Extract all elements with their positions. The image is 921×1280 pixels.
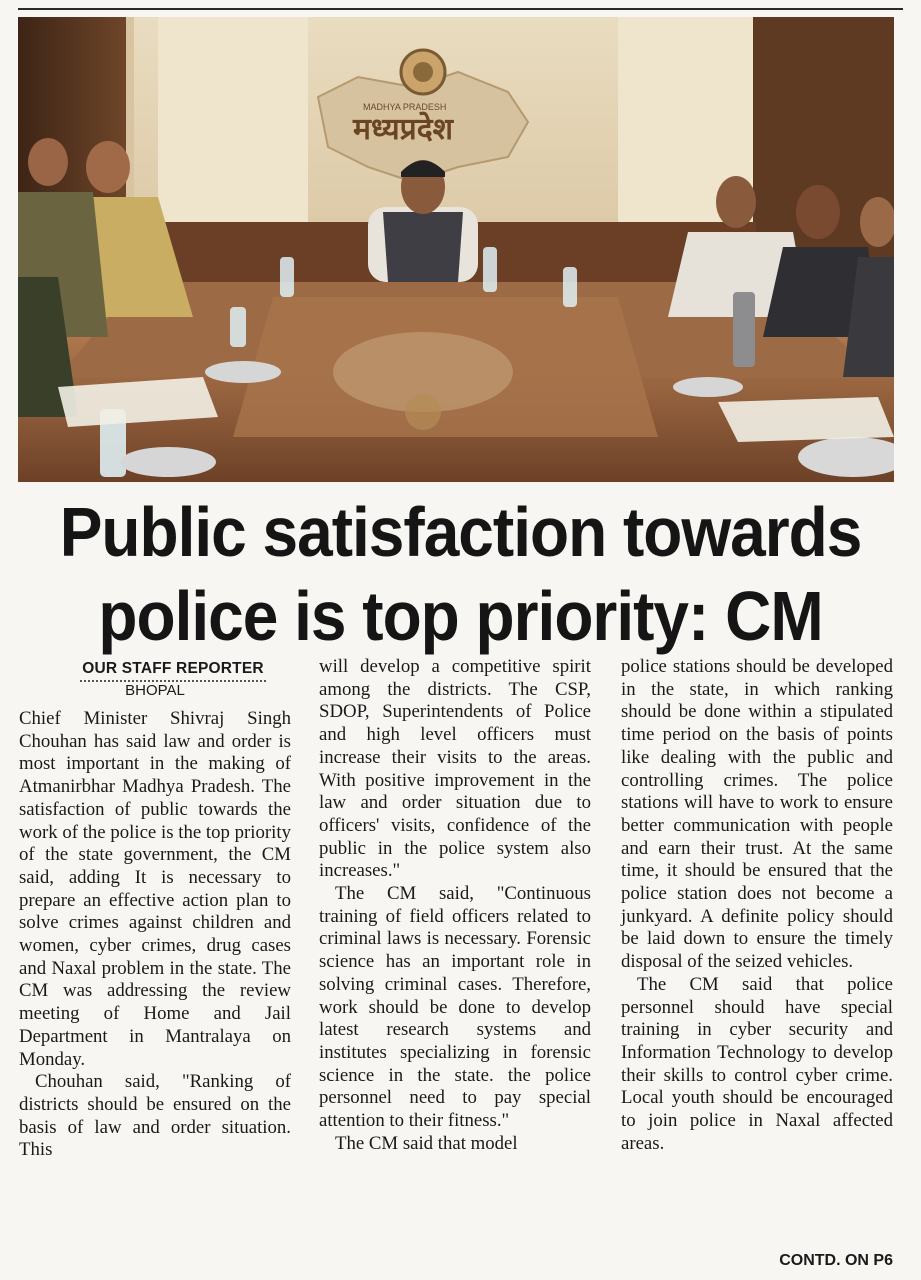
headline [0,490,921,658]
top-rule [18,8,903,10]
paragraph: Chouhan said, "Ranking of districts should be ensured on the basis of law and order situation. This [19,1071,291,1161]
wall-logo-hindi: मध्यप्रदेश [353,112,454,147]
headline-line-2: police is top priority: CM [98,577,823,656]
byline [19,656,291,700]
paragraph: Chief Minister Shivraj Singh Chouhan has said law and order is most important in the making of Atmanirbhar Madhya Pradesh. The satisfaction of public towards the work of the police is the top priority of the state government, the CM said, adding It is necessary to prepare an effective action plan to solve crimes against children and women, cyber crimes, drug cases and Naxal problem in the state. The CM was addressing the review meeting of Home and Jail Department in Mantralaya on Monday. [19,708,291,1070]
byline-place: BHOPAL [125,682,185,699]
paragraph: police stations should be developed in the state, in which ranking should be done within a stipulated time period on the basis of points like dealing with the public and controlling crimes. The police stations will have to work to ensure better communication with people and earn their trust. At the same time, it should be ensured that the police station does not become a junkyard. A definite policy should be laid down to ensure the timely disposal of the seized vehicles. [621,656,893,973]
article-column-1 [19,656,291,1162]
paragraph: The CM said that police personnel should have special training in cyber security and Information Technology to develop their skills to control cyber crime. Local youth should be encouraged to join police in Naxal affected areas. [621,973,893,1154]
paragraph: The CM said, "Continuous training of field officers related to criminal laws is necessary. Forensic science has an important role in solving criminal cases. Therefore, work should be done to develop latest research systems and institutes specializing in forensic science in the state. the police personnel need to pay special attention to their fitness." [319,883,591,1132]
meeting-photo [18,17,894,482]
headline-line-1: Public satisfaction towards [59,493,862,571]
byline-reporter: OUR STAFF REPORTER [80,659,266,682]
paragraph: The CM said that model [335,1132,518,1154]
continued-label: CONTD. ON P6 [773,1250,893,1272]
article-column-3 [621,656,893,1155]
article-column-2 [319,656,591,1155]
wall-logo-english: MADHYA PRADESH [363,102,447,112]
paragraph: will develop a competitive spirit among the districts. The CSP, SDOP, Superintendents of Police and high level officers must increase their visits to the areas. With positive improvement in the law and order situation due to officers' visits, confidence of the public in the police system also increases." [319,656,591,882]
